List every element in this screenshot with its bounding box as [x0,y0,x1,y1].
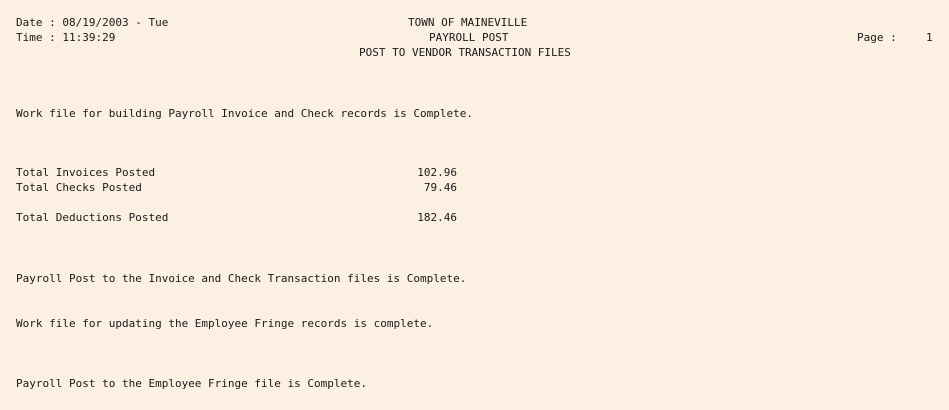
workfile-build-message: Work file for building Payroll Invoice and Check records is Complete. [16,107,473,120]
page-label: Page : [857,31,897,44]
total-deductions-label: Total Deductions Posted [16,211,169,224]
report-date: Date : 08/19/2003 - Tue [16,16,169,29]
total-checks-value: 79.46 [423,181,457,194]
total-invoices-value: 102.96 [417,166,457,179]
page-number: 1 [926,31,933,44]
fringe-complete-message: Payroll Post to the Employee Fringe file is Complete. [16,377,367,390]
org-name: TOWN OF MAINEVILLE [408,16,528,29]
report-subtitle: POST TO VENDOR TRANSACTION FILES [359,46,571,59]
post-complete-message: Payroll Post to the Invoice and Check Transaction files is Complete. [16,272,467,285]
total-invoices-label: Total Invoices Posted [16,166,156,179]
report-title: PAYROLL POST [429,31,509,44]
report-time: Time : 11:39:29 [16,31,116,44]
total-deductions-value: 182.46 [417,211,457,224]
total-checks-label: Total Checks Posted [16,181,142,194]
workfile-fringe-message: Work file for updating the Employee Fringe records is complete. [16,317,434,330]
